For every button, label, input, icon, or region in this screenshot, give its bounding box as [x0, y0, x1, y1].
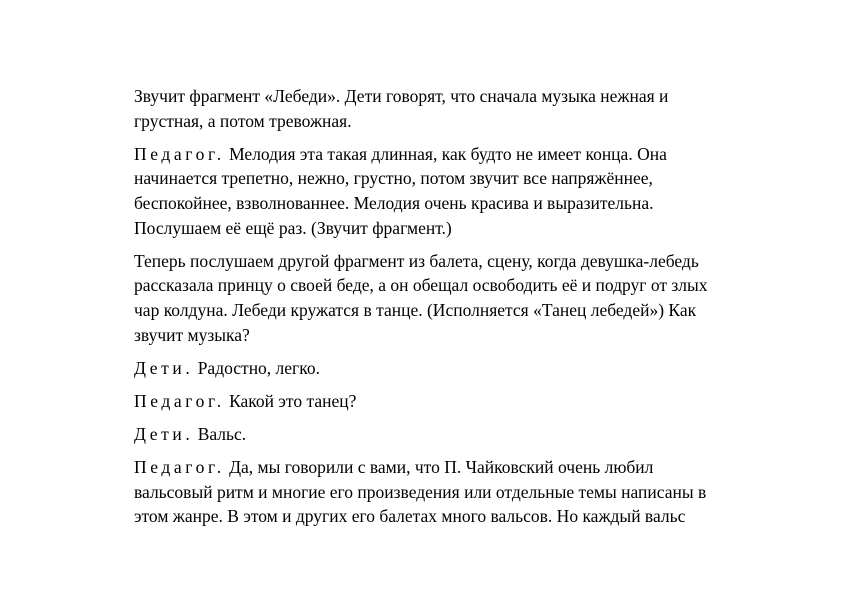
text-line: этом жанре. В этом и других его балетах много вальсов. Но каждый вальс — [134, 506, 686, 527]
speech-text: Да, мы говорили с вами, что П. Чайковский очень любил — [224, 457, 654, 478]
paragraph-6 — [134, 422, 734, 447]
speech-text: Радостно, легко. — [193, 357, 320, 378]
text-line — [134, 142, 734, 167]
document-body — [134, 84, 734, 538]
paragraph-1 — [134, 84, 734, 133]
text-line: звучит музыка? — [134, 324, 250, 345]
speaker-label: Дети. — [134, 357, 194, 378]
text-line — [134, 455, 734, 480]
text-line: беспокойнее, взволнованнее. Мелодия очень красива и выразительна. — [134, 192, 654, 213]
paragraph-3 — [134, 249, 734, 347]
text-line: грустная, а потом тревожная. — [134, 110, 352, 131]
speech-text: Мелодия эта такая длинная, как будто не имеет конца. Она — [224, 143, 667, 164]
paragraph-5 — [134, 389, 734, 414]
text-line — [134, 422, 734, 447]
paragraph-2 — [134, 142, 734, 240]
text-line: начинается трепетно, нежно, грустно, потом звучит все напряжённее, — [134, 168, 653, 189]
text-line: рассказала принцу о своей беде, а он обещал освободить её и подруг от злых — [134, 275, 708, 296]
text-line: Послушаем её ещё раз. (Звучит фрагмент.) — [134, 217, 452, 238]
speaker-label: Педагог. — [134, 143, 225, 164]
speaker-label: Педагог. — [134, 457, 225, 478]
text-line — [134, 356, 734, 381]
paragraph-7 — [134, 455, 734, 529]
text-line: вальсовый ритм и многие его произведения или отдельные темы написаны в — [134, 481, 707, 502]
text-line: чар колдуна. Лебеди кружатся в танце. (Исполняется «Танец лебедей») Как — [134, 299, 697, 320]
text-line: Теперь послушаем другой фрагмент из балета, сцену, когда девушка-лебедь — [134, 250, 699, 271]
speaker-label: Дети. — [134, 424, 194, 445]
speech-text: Вальс. — [193, 424, 247, 445]
paragraph-4 — [134, 356, 734, 381]
text-line: Звучит фрагмент «Лебеди». Дети говорят, что сначала музыка нежная и — [134, 86, 669, 106]
speech-text: Какой это танец? — [224, 390, 357, 411]
text-line — [134, 389, 734, 414]
speaker-label: Педагог. — [134, 390, 225, 411]
